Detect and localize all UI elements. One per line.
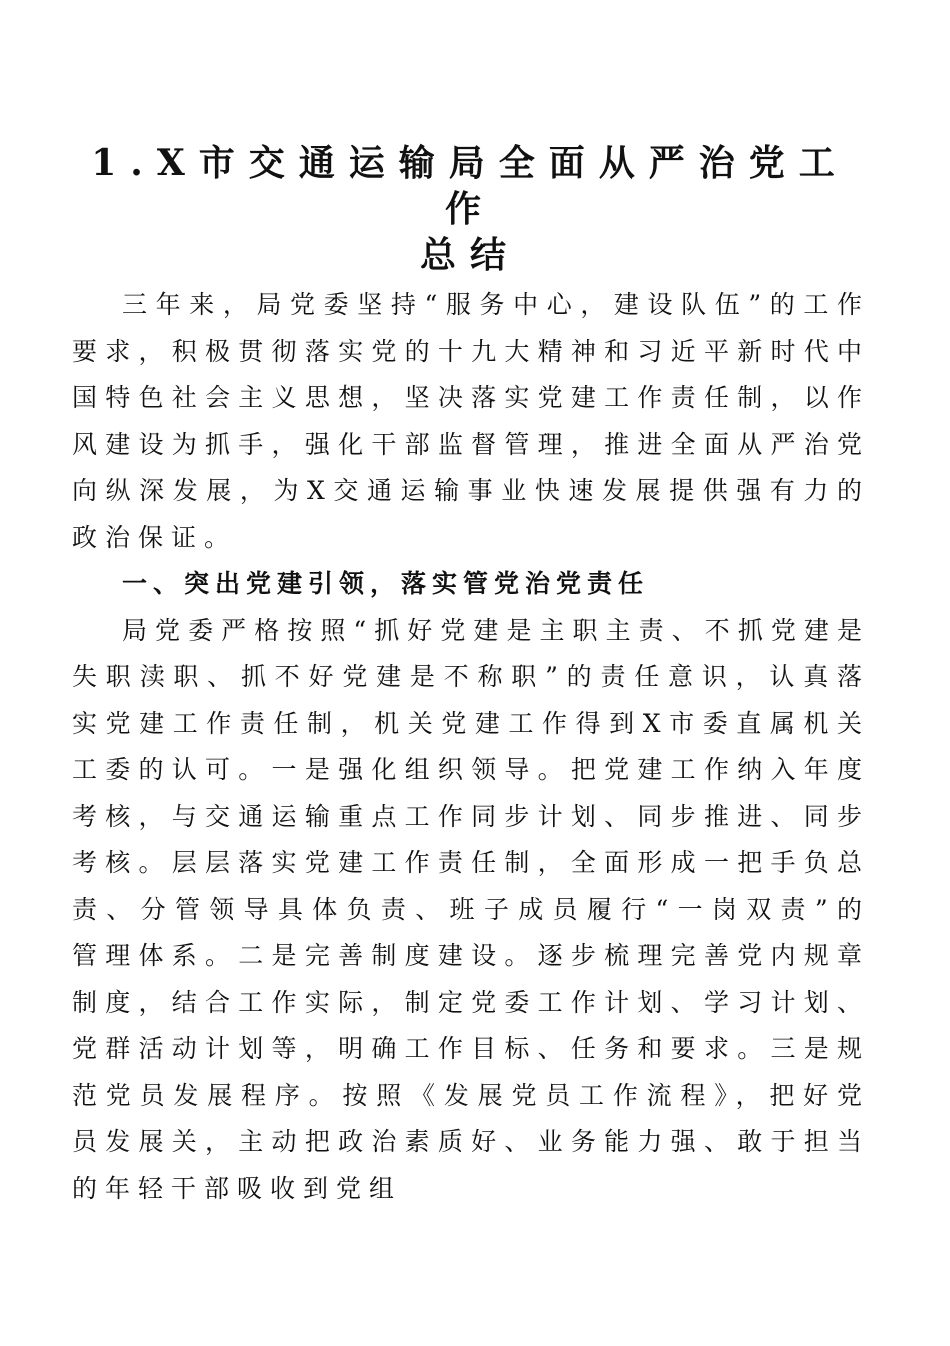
section-paragraph: 局党委严格按照“抓好党建是主职主责、不抓党建是失职渎职、抓不好党建是不称职”的责任意识，认真落实党建工作责任制，机关党建工作得到X市委直属机关工委的认可。一是强化组织领导。把党建工作纳入年度考核，与交通运输重点工作同步计划、同步推进、同步考核。层层落实党建工作责任制，全面形成一把手负总责、分管领导具体负责、班子成员履行“一岗双责”的管理体系。二是完善制度建设。逐步梳理完善党内规章制度，结合工作实际，制定党委工作计划、学习计划、党群活动计划等，明确工作目标、任务和要求。三是规范党员发展程序。按照《发展党员工作流程》，把好党员发展关，主动把政治素质好、业务能力强、敢于担当的年轻干部吸收到党组	[72, 615, 870, 1203]
intro-paragraph: 三年来，局党委坚持“服务中心，建设队伍”的工作要求，积极贯彻落实党的十九大精神和习近平新时代中国特色社会主义思想，坚决落实党建工作责任制，以作风建设为抓手，强化干部监督管理，推进全面从严治党向纵深发展，为X交通运输事业快速发展提供强有力的政治保证。	[72, 290, 870, 552]
title-line-2: 总结	[419, 234, 520, 276]
title-line-1: 1.X市交通运输局全面从严治党工作	[91, 142, 849, 230]
section-heading: 一、突出党建引领，落实管党治党责任	[122, 569, 650, 598]
document-body	[72, 282, 870, 1212]
document-title	[70, 140, 870, 278]
